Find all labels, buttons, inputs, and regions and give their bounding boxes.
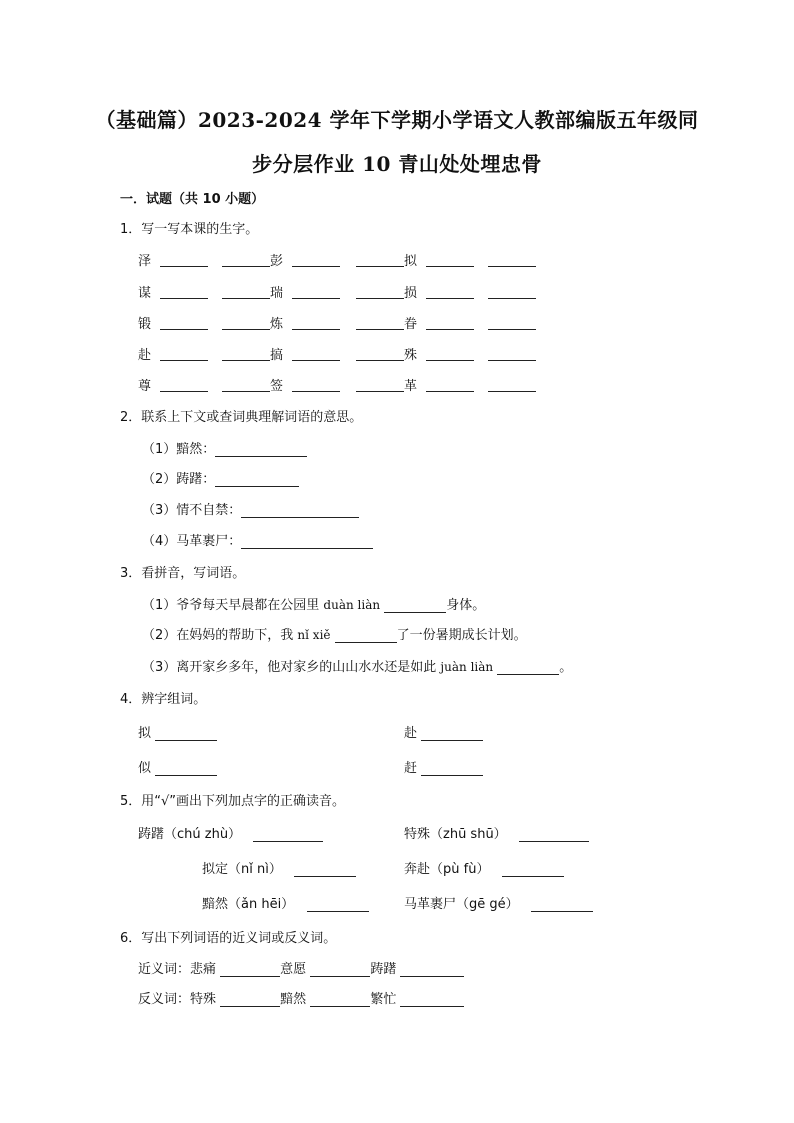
- pronunciation-option: 拟定（nǐ nì）: [202, 862, 282, 877]
- q3-sentence-2: [142, 624, 527, 643]
- character: 赴: [138, 348, 152, 363]
- word: 踌躇: [370, 962, 397, 977]
- character: 尊: [138, 379, 152, 394]
- character: 殊: [404, 348, 418, 363]
- q2-item-1: [142, 438, 307, 457]
- question-1: 1．写一写本课的生字。: [120, 222, 259, 237]
- section-heading: 一．试题（共 10 小题）: [120, 192, 265, 207]
- sentence-text: （1）爷爷每天早晨都在公园里: [142, 598, 320, 613]
- answer-blank[interactable]: [421, 726, 483, 741]
- answer-blank[interactable]: [421, 761, 483, 776]
- word: 特殊: [190, 992, 217, 1007]
- answer-blank[interactable]: [292, 377, 340, 392]
- pronunciation-option: 黯然（ǎn hēi）: [202, 897, 295, 912]
- character: 签: [270, 379, 284, 394]
- character: 损: [404, 286, 418, 301]
- answer-blank[interactable]: [310, 992, 370, 1007]
- answer-blank[interactable]: [531, 897, 593, 912]
- answer-blank[interactable]: [292, 315, 340, 330]
- answer-blank[interactable]: [307, 897, 369, 912]
- answer-blank[interactable]: [426, 346, 474, 361]
- q2-item-label: （2）踌躇：: [142, 472, 216, 487]
- answer-blank[interactable]: [488, 252, 536, 267]
- answer-blank[interactable]: [241, 503, 359, 518]
- answer-blank[interactable]: [384, 598, 446, 613]
- character: 谋: [138, 286, 152, 301]
- question-2: 2．联系上下文或查词典理解词语的意思。: [120, 410, 363, 425]
- q2-item-3: [142, 499, 359, 518]
- answer-blank[interactable]: [292, 252, 340, 267]
- question-3: 3．看拼音，写词语。: [120, 566, 246, 581]
- q2-item-2: [142, 468, 299, 487]
- char: 赴: [404, 726, 418, 741]
- q2-item-label: （1）黯然：: [142, 442, 216, 457]
- question-5: 5．用“√”画出下列加点字的正确读音。: [120, 794, 346, 809]
- answer-blank[interactable]: [426, 252, 474, 267]
- answer-blank[interactable]: [292, 284, 340, 299]
- pronunciation-option: 马革裹尸（gē gé）: [404, 897, 519, 912]
- q3-sentence-1: [142, 594, 485, 613]
- q4-right-2: [404, 757, 483, 776]
- answer-blank[interactable]: [488, 377, 536, 392]
- character: 炼: [270, 317, 284, 332]
- answer-blank[interactable]: [215, 472, 299, 487]
- answer-blank[interactable]: [356, 315, 404, 330]
- q5-item-1: [138, 823, 323, 842]
- answer-blank[interactable]: [220, 992, 280, 1007]
- q4-right-1: [404, 722, 483, 741]
- answer-blank[interactable]: [215, 442, 307, 457]
- character: 锻: [138, 317, 152, 332]
- q3-sentence-3: [142, 656, 572, 675]
- word: 悲痛: [190, 962, 217, 977]
- answer-blank[interactable]: [400, 992, 464, 1007]
- character: 革: [404, 379, 418, 394]
- sentence-text: 了一份暑期成长计划。: [396, 628, 527, 643]
- answer-blank[interactable]: [488, 346, 536, 361]
- answer-blank[interactable]: [160, 252, 208, 267]
- q5-item-4: [404, 858, 564, 877]
- question-4: 4．辨字组词。: [120, 692, 207, 707]
- word: 意愿: [280, 962, 307, 977]
- q4-left-2: [138, 757, 217, 776]
- answer-blank[interactable]: [488, 284, 536, 299]
- answer-blank[interactable]: [222, 346, 270, 361]
- character: 彭: [270, 254, 284, 269]
- pronunciation-option: 奔赴（pù fù）: [404, 862, 490, 877]
- pronunciation-option: 特殊（zhū shū）: [404, 827, 507, 842]
- character: 泽: [138, 254, 152, 269]
- answer-blank[interactable]: [220, 962, 280, 977]
- answer-blank[interactable]: [502, 862, 564, 877]
- answer-blank[interactable]: [222, 377, 270, 392]
- answer-blank[interactable]: [356, 377, 404, 392]
- q5-item-6: [404, 893, 593, 912]
- answer-blank[interactable]: [356, 346, 404, 361]
- answer-blank[interactable]: [222, 252, 270, 267]
- char: 拟: [138, 726, 152, 741]
- answer-blank[interactable]: [356, 252, 404, 267]
- q5-item-2: [404, 823, 589, 842]
- character: 搞: [270, 348, 284, 363]
- answer-blank[interactable]: [160, 315, 208, 330]
- word: 繁忙: [370, 992, 397, 1007]
- q6-synonyms: [138, 958, 464, 977]
- sentence-text: 。: [559, 660, 573, 675]
- character: 拟: [404, 254, 418, 269]
- answer-blank[interactable]: [222, 284, 270, 299]
- answer-blank[interactable]: [160, 377, 208, 392]
- answer-blank[interactable]: [160, 346, 208, 361]
- answer-blank[interactable]: [497, 660, 559, 675]
- label: 近义词：: [138, 962, 191, 977]
- answer-blank[interactable]: [253, 827, 323, 842]
- answer-blank[interactable]: [222, 315, 270, 330]
- pronunciation-option: 踌躇（chú zhù）: [138, 827, 242, 842]
- answer-blank[interactable]: [426, 284, 474, 299]
- pinyin: duàn liàn: [323, 598, 381, 612]
- character: 瑞: [270, 286, 284, 301]
- sentence-text: （3）离开家乡多年，他对家乡的山山水水还是如此: [142, 660, 437, 675]
- answer-blank[interactable]: [292, 346, 340, 361]
- pinyin: nǐ xiě: [297, 628, 331, 642]
- word: 黯然: [280, 992, 307, 1007]
- char: 似: [138, 761, 152, 776]
- answer-blank[interactable]: [335, 628, 397, 643]
- sentence-text: （2）在妈妈的帮助下，我: [142, 628, 294, 643]
- sentence-text: 身体。: [446, 598, 486, 613]
- document-title-line-2: 步分层作业 10 青山处处埋忠骨: [252, 152, 542, 176]
- q2-item-label: （4）马革裹尸：: [142, 534, 242, 549]
- label: 反义词：: [138, 992, 191, 1007]
- answer-blank[interactable]: [241, 534, 373, 549]
- q5-item-5: [202, 893, 369, 912]
- char: 赶: [404, 761, 418, 776]
- answer-blank[interactable]: [426, 315, 474, 330]
- answer-blank[interactable]: [155, 761, 217, 776]
- answer-blank[interactable]: [426, 377, 474, 392]
- answer-blank[interactable]: [519, 827, 589, 842]
- answer-blank[interactable]: [488, 315, 536, 330]
- answer-blank[interactable]: [356, 284, 404, 299]
- q4-left-1: [138, 722, 217, 741]
- answer-blank[interactable]: [310, 962, 370, 977]
- answer-blank[interactable]: [400, 962, 464, 977]
- q2-item-4: [142, 530, 373, 549]
- q2-item-label: （3）情不自禁：: [142, 503, 242, 518]
- answer-blank[interactable]: [155, 726, 217, 741]
- pinyin: juàn liàn: [440, 660, 494, 674]
- document-title-line-1: （基础篇）2023-2024 学年下学期小学语文人教部编版五年级同: [95, 108, 699, 132]
- answer-blank[interactable]: [294, 862, 356, 877]
- q6-antonyms: [138, 988, 464, 1007]
- question-6: 6．写出下列词语的近义词或反义词。: [120, 931, 337, 946]
- character: 眷: [404, 317, 418, 332]
- q5-item-3: [202, 858, 356, 877]
- answer-blank[interactable]: [160, 284, 208, 299]
